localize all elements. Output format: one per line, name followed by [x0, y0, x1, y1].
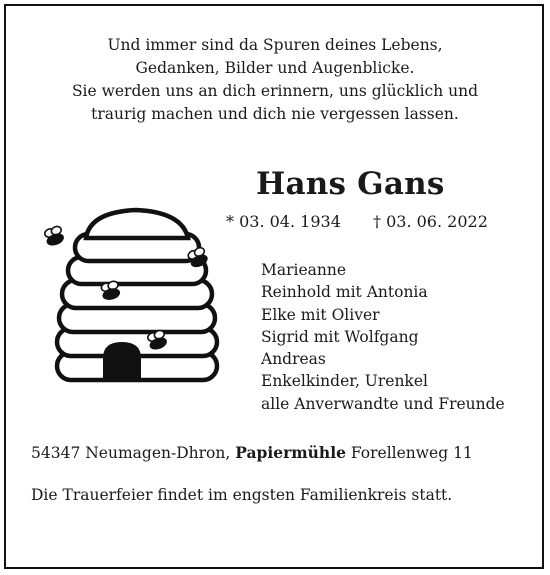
hive-dome — [86, 210, 188, 238]
address-place: 54347 Neumagen-Dhron, — [31, 444, 231, 462]
mourner-entry: Sigrid mit Wolfgang — [261, 327, 419, 346]
mourner-entry: Marieanne — [261, 261, 347, 279]
poem-line: Gedanken, Bilder und Augenblicke. — [135, 59, 415, 77]
poem-line: Und immer sind da Spuren deines Lebens, — [107, 36, 443, 54]
mourners-list — [261, 259, 505, 415]
mourner-entry: alle Anverwandte und Freunde — [261, 394, 505, 413]
death-date: † 03. 06. 2022 — [373, 212, 488, 231]
mourner-entry: Enkelkinder, Urenkel — [261, 372, 428, 391]
mourner-entry: Andreas — [261, 350, 326, 369]
deceased-name: Hans Gans — [256, 166, 445, 202]
address-highlight: Papiermühle — [235, 443, 346, 462]
mourner-entry: Reinhold mit Antonia — [261, 283, 428, 302]
hive-entrance — [103, 342, 141, 380]
beehive-icon — [36, 202, 226, 392]
poem-line: Sie werden uns an dich erinnern, uns glücklich und — [71, 82, 479, 100]
poem-line: traurig machen und dich nie vergessen lassen. — [91, 105, 459, 123]
address-line — [31, 443, 473, 462]
address-street: Forellenweg 11 — [350, 444, 473, 462]
memorial-poem — [0, 34, 550, 126]
funeral-note: Die Trauerfeier findet im engsten Familienkreis statt. — [31, 486, 453, 504]
birth-date: * 03. 04. 1934 — [226, 212, 341, 231]
bee-icon — [43, 225, 66, 248]
mourner-entry: Elke mit Oliver — [261, 305, 380, 324]
